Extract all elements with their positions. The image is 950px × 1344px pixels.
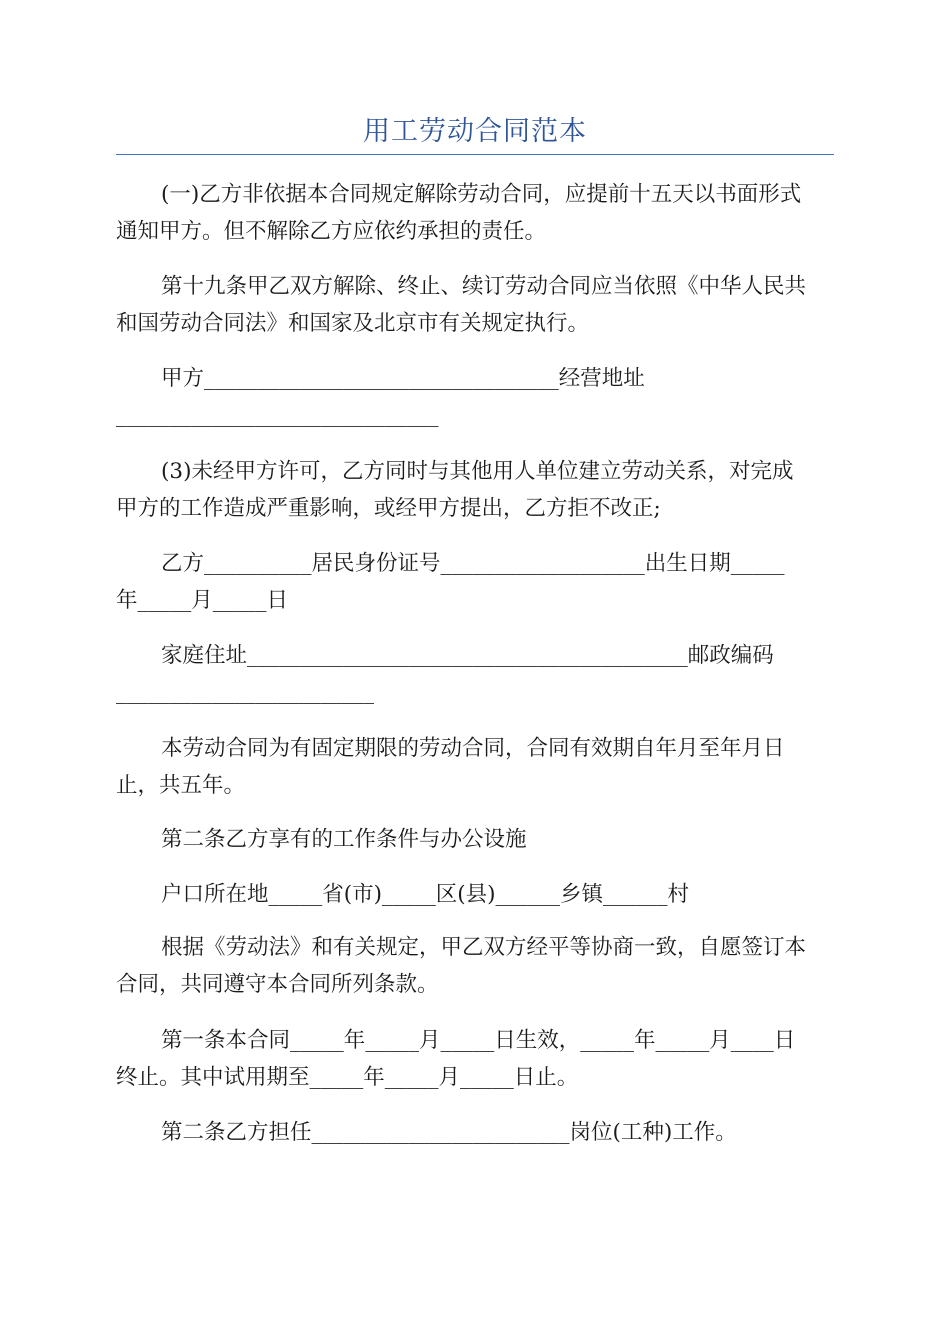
paragraph-article-2-position bbox=[116, 1114, 834, 1151]
title-underline bbox=[116, 154, 834, 155]
paragraph-line: 第二条乙方享有的工作条件与办公设施 bbox=[161, 827, 527, 852]
paragraph-clause-3 bbox=[116, 453, 834, 527]
postal-code-field: ________________________ bbox=[116, 680, 374, 705]
paragraph-line: 第十九条甲乙双方解除、终止、续订劳动合同应当依照《中华人民共 bbox=[161, 274, 807, 299]
position-field: 第二条乙方担任________________________岗位(工种)工作。 bbox=[161, 1120, 737, 1145]
paragraph-line: 和国劳动合同法》和国家及北京市有关规定执行。 bbox=[116, 311, 590, 336]
paragraph-line: (3)未经甲方许可，乙方同时与其他用人单位建立劳动关系，对完成 bbox=[161, 459, 794, 484]
birth-date-field: 年_____月_____日 bbox=[116, 588, 289, 613]
paragraph-line: 根据《劳动法》和有关规定，甲乙双方经平等协商一致，自愿签订本 bbox=[161, 935, 807, 960]
party-a-field: 甲方_________________________________经营地址 bbox=[161, 366, 645, 391]
paragraph-article-2-conditions bbox=[116, 821, 834, 858]
paragraph-party-a bbox=[116, 360, 834, 434]
paragraph-household-registration bbox=[116, 876, 834, 913]
paragraph-line: 合同，共同遵守本合同所列条款。 bbox=[116, 972, 439, 997]
paragraph-article-1-effective bbox=[116, 1022, 834, 1096]
paragraph-line: 本劳动合同为有固定期限的劳动合同，合同有效期自年月至年月日 bbox=[161, 736, 785, 761]
paragraph-home-address bbox=[116, 637, 834, 711]
probation-date-field: 终止。其中试用期至_____年_____月_____日止。 bbox=[116, 1065, 579, 1090]
paragraph-preamble bbox=[116, 929, 834, 1003]
paragraph-article-19 bbox=[116, 268, 834, 342]
household-registration-field: 户口所在地_____省(市)_____区(县)______乡镇______村 bbox=[161, 882, 690, 907]
party-b-field: 乙方__________居民身份证号___________________出生日期_____ bbox=[161, 551, 785, 576]
paragraph-termination-notice bbox=[116, 176, 834, 250]
paragraph-party-b bbox=[116, 545, 834, 619]
home-address-field: 家庭住址_________________________________________邮政编码 bbox=[161, 643, 774, 668]
paragraph-line: 甲方的工作造成严重影响，或经甲方提出，乙方拒不改正; bbox=[116, 496, 661, 521]
paragraph-line: (一)乙方非依据本合同规定解除劳动合同，应提前十五天以书面形式 bbox=[161, 182, 802, 207]
paragraph-line: 止，共五年。 bbox=[116, 773, 246, 798]
business-address-field: ______________________________ bbox=[116, 403, 439, 428]
paragraph-contract-term bbox=[116, 730, 834, 804]
paragraph-line: 通知甲方。但不解除乙方应依约承担的责任。 bbox=[116, 219, 547, 244]
effective-date-field: 第一条本合同_____年_____月_____日生效，_____年_____月____日 bbox=[161, 1028, 796, 1053]
document-title: 用工劳动合同范本 bbox=[363, 116, 587, 147]
